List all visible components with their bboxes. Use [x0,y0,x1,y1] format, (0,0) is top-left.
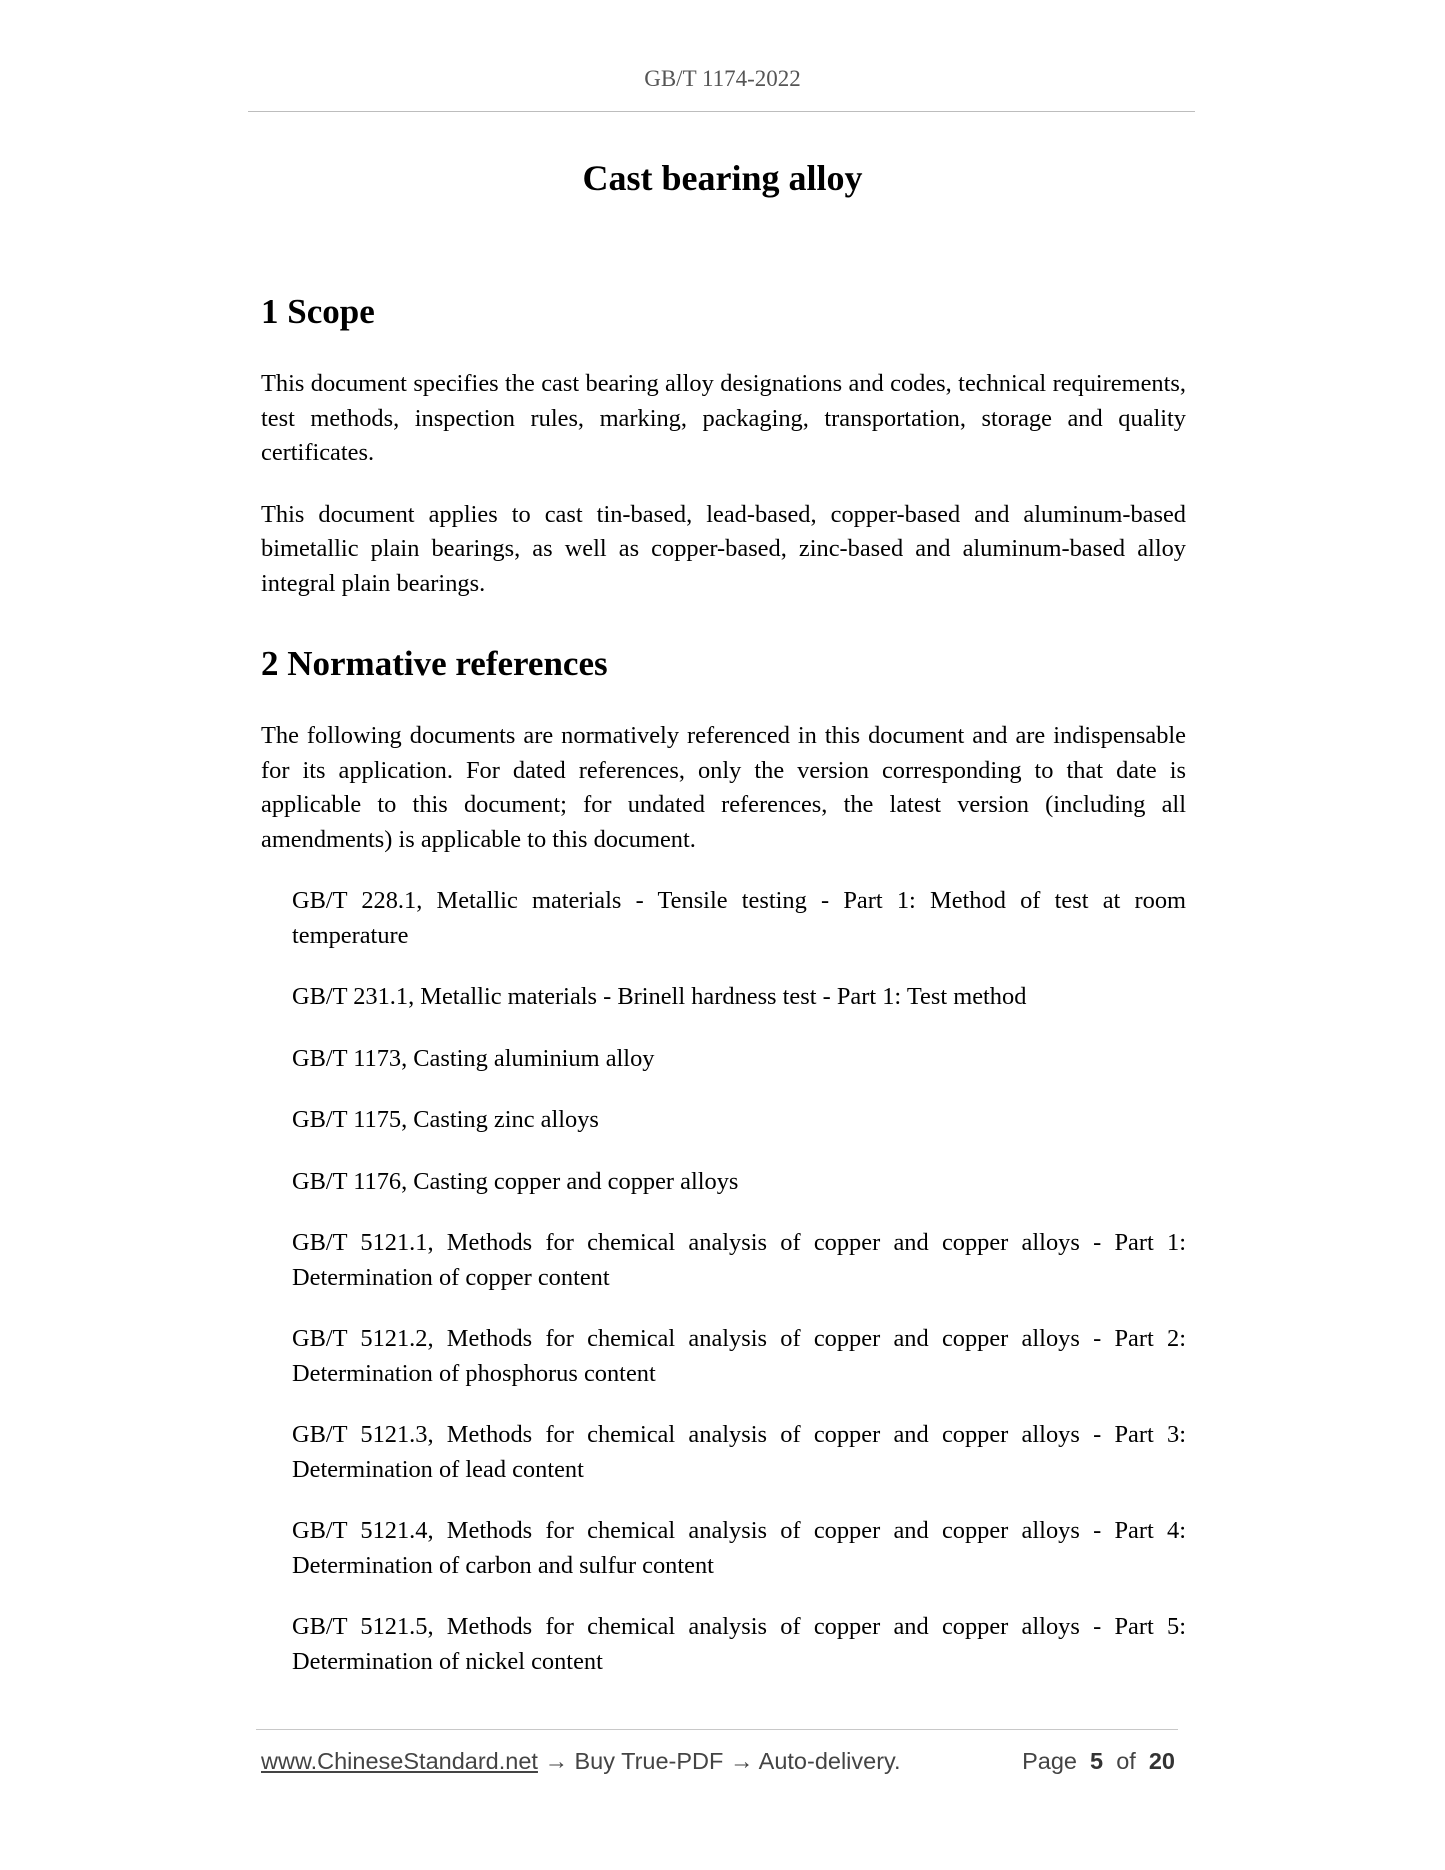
reference-item: GB/T 1175, Casting zinc alloys [292,1106,599,1133]
reference-item: GB/T 5121.1, Methods for chemical analysis of copper and copper alloys - Part 1: Determination of copper content [292,1229,1186,1291]
reference-item: GB/T 1173, Casting aluminium alloy [292,1044,655,1072]
page-footer [261,1748,1181,1782]
reference-item: GB/T 1176, Casting copper and copper alloys [292,1167,739,1195]
footer-promo-text: → Buy True-PDF → Auto-delivery. [537,1748,901,1774]
page-total: 20 [1148,1748,1175,1774]
header-standard-code: GB/T 1174-2022 [644,66,801,91]
page-number [1022,1748,1175,1775]
reference-item: GB/T 5121.4, Methods for chemical analysis of copper and copper alloys - Part 4: Determination of carbon and sulfur content [292,1517,1186,1579]
normative-references-paragraph: The following documents are normatively referenced in this document and are indispensable for its application. For dated references, only the version corresponding to that date is applicable to this document; for undated references, the latest version (including all amendments) is applicable to this document. [261,722,1186,853]
footer-divider [256,1729,1178,1730]
page-current: 5 [1090,1748,1104,1774]
reference-item: GB/T 5121.2, Methods for chemical analysis of copper and copper alloys - Part 2: Determination of phosphorus content [292,1325,1186,1387]
page-of: of [1116,1748,1136,1774]
header-divider [248,111,1195,112]
section-heading-scope: 1 Scope [261,292,375,331]
reference-list [261,884,1186,1679]
page-label: Page [1022,1748,1077,1774]
site-link[interactable]: www.ChineseStandard.net [261,1748,538,1774]
section-heading-normative-references: 2 Normative references [261,644,608,683]
document-body [261,290,1186,1706]
reference-item: GB/T 5121.3, Methods for chemical analysis of copper and copper alloys - Part 3: Determination of lead content [292,1421,1186,1483]
reference-item: GB/T 5121.5, Methods for chemical analysis of copper and copper alloys - Part 5: Determination of nickel content [292,1613,1186,1675]
scope-paragraph-1: This document specifies the cast bearing alloy designations and codes, technical requirements, test methods, inspection rules, marking, packaging, transportation, storage and quality certificates. [261,370,1186,466]
reference-item: GB/T 231.1, Metallic materials - Brinell hardness test - Part 1: Test method [292,983,1027,1010]
document-title: Cast bearing alloy [582,158,863,198]
reference-item: GB/T 228.1, Metallic materials - Tensile testing - Part 1: Method of test at room temperature [292,887,1186,949]
footer-promo-line [261,1748,901,1775]
scope-paragraph-2: This document applies to cast tin-based, lead-based, copper-based and aluminum-based bimetallic plain bearings, as well as copper-based, zinc-based and aluminum-based alloy integral plain bearings. [261,500,1186,597]
